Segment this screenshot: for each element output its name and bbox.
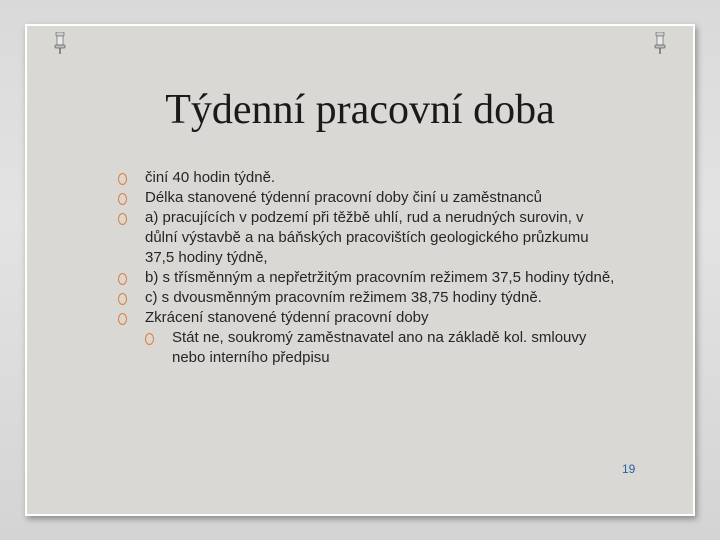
- circle-bullet-icon: [118, 193, 127, 205]
- list-item: [118, 288, 618, 308]
- bullet-text: Délka stanovené týdenní pracovní doby činí u zaměstnanců: [145, 189, 542, 206]
- bullet-text: b) s třísměnným a nepřetržitým pracovním režimem 37,5 hodiny týdně,: [145, 269, 615, 286]
- circle-bullet-icon: [118, 173, 127, 185]
- circle-bullet-icon: [118, 273, 127, 285]
- slide-title: Týdenní pracovní doba: [165, 87, 555, 133]
- list-item: [118, 168, 618, 188]
- list-item: [118, 188, 618, 208]
- list-item: [118, 208, 618, 268]
- sub-bullet-text: Stát ne, soukromý zaměstnavatel ano na základě kol. smlouvy nebo interního předpisu: [172, 329, 587, 366]
- bullet-text: činí 40 hodin týdně.: [145, 169, 276, 186]
- pushpin-icon: [653, 32, 667, 54]
- bullet-text: a) pracujících v podzemí při těžbě uhlí, rud a nerudných surovin, v důlní výstavbě a na báňských pracovištích geologického průzkumu 37,5 hodiny týdně,: [145, 209, 589, 266]
- sub-bullet-list: [145, 328, 618, 368]
- circle-bullet-icon: [145, 333, 154, 345]
- sub-list-item: [145, 328, 618, 368]
- list-item: [118, 268, 618, 288]
- bullet-text: Zkrácení stanovené týdenní pracovní doby: [145, 309, 429, 326]
- circle-bullet-icon: [118, 213, 127, 225]
- pushpin-icon: [53, 32, 67, 54]
- bullet-list: [118, 168, 618, 368]
- list-item: [118, 308, 618, 368]
- page-number: 19: [622, 462, 636, 476]
- circle-bullet-icon: [118, 313, 127, 325]
- bullet-text: c) s dvousměnným pracovním režimem 38,75 hodiny týdně.: [145, 289, 542, 306]
- circle-bullet-icon: [118, 293, 127, 305]
